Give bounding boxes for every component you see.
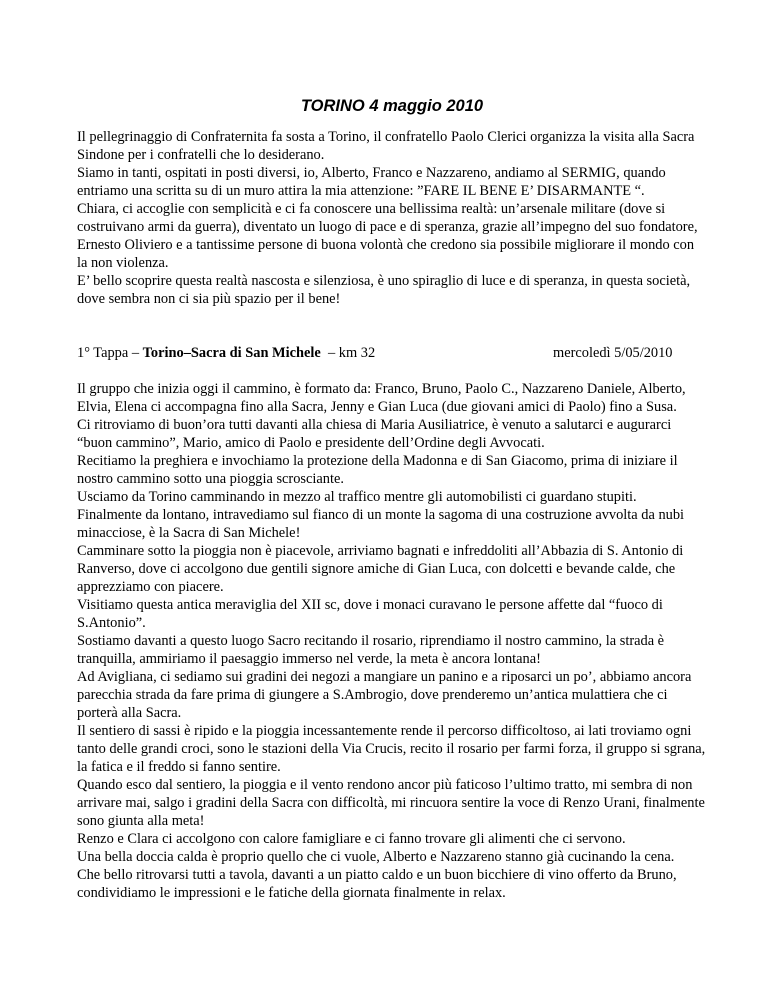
intro-paragraph: E’ bello scoprire questa realtà nascosta e silenziosa, è uno spiraglio di luce e di speranza, in questa società, dove sembra non ci sia più spazio per il bene!	[77, 273, 691, 307]
body-paragraph: Renzo e Clara ci accolgono con calore famigliare e ci fanno trovare gli alimenti che ci servono.	[77, 831, 626, 847]
body-paragraph: Recitiamo la preghiera e invochiamo la protezione della Madonna e di San Giacomo, prima di iniziare il nostro cammino sotto una pioggia scrosciante.	[77, 453, 678, 487]
body-paragraph: Ci ritroviamo di buon’ora tutti davanti alla chiesa di Maria Ausiliatrice, è venuto a salutarci e augurarci “buon cammino”, Mario, amico di Paolo e presidente dell’Ordine degli Avvocati.	[77, 417, 672, 451]
document-title: TORINO 4 maggio 2010	[300, 97, 484, 115]
body-paragraph: Che bello ritrovarsi tutti a tavola, davanti a un piatto caldo e un buon bicchiere di vino offerto da Bruno, condividiamo le impressioni e le fatiche della giornata finalmente in relax.	[77, 867, 677, 901]
stage-date: mercoledì 5/05/2010	[553, 345, 673, 361]
body-paragraph: Il gruppo che inizia oggi il cammino, è formato da: Franco, Bruno, Paolo C., Nazzareno Daniele, Alberto, Elvia, Elena ci accompagna fino alla Sacra, Jenny e Gian Luca (due giovani amici di Paolo) fino a Susa.	[77, 381, 686, 415]
intro-paragraph: Il pellegrinaggio di Confraternita fa sosta a Torino, il confratello Paolo Clerici organizza la visita alla Sacra Sindone per i confratelli che lo desiderano.	[77, 129, 695, 163]
stage-heading	[77, 344, 707, 362]
stage-distance: – km 32	[320, 345, 376, 361]
body-paragraph: Finalmente da lontano, intravediamo sul fianco di un monte la sagoma di una costruzione avvolta da nubi minacciose, è la Sacra di San Michele!	[77, 507, 685, 541]
body-paragraph: Visitiamo questa antica meraviglia del XII sc, dove i monaci curavano le persone affette dal “fuoco di S.Antonio”.	[77, 597, 663, 631]
stage-route: Torino–Sacra di San Michele	[142, 345, 321, 361]
intro-paragraph: Siamo in tanti, ospitati in posti diversi, io, Alberto, Franco e Nazzareno, andiamo al SERMIG, quando entriamo una scritta su di un muro attira la mia attenzione: ”FARE IL BENE E’ DISARMANTE “.	[77, 165, 666, 199]
body-paragraph: Il sentiero di sassi è ripido e la pioggia incessantemente rende il percorso difficoltoso, ai lati troviamo ogni tanto delle grandi croci, sono le stazioni della Via Crucis, recito il rosario per farmi forza, il gruppo si sgrana, la fatica e il freddo si fanno sentire.	[77, 723, 706, 775]
stage-title	[77, 344, 375, 362]
intro-section	[77, 128, 707, 308]
body-paragraph: Sostiamo davanti a questo luogo Sacro recitando il rosario, riprendiamo il nostro cammino, la strada è tranquilla, ammiriamo il paesaggio immerso nel verde, la meta è ancora lontana!	[77, 633, 665, 667]
body-paragraph: Una bella doccia calda è proprio quello che ci vuole, Alberto e Nazzareno stanno già cucinando la cena.	[77, 849, 675, 865]
body-paragraph: Camminare sotto la pioggia non è piacevole, arriviamo bagnati e infreddoliti all’Abbazia di S. Antonio di Ranverso, dove ci accolgono due gentili signore amiche di Gian Luca, con dolcetti e bevande calde, che apprezziamo con piacere.	[77, 543, 684, 595]
body-section	[77, 380, 707, 902]
body-paragraph: Ad Avigliana, ci sediamo sui gradini dei negozi a mangiare un panino e a riposarci un po’, abbiamo ancora parecchia strada da fare prima di giungere a S.Ambrogio, dove prenderemo un’antica mulattiera che ci porterà alla Sacra.	[77, 669, 692, 721]
body-paragraph: Quando esco dal sentiero, la pioggia e il vento rendono ancor più faticoso l’ultimo tratto, mi sembra di non arrivare mai, salgo i gradini della Sacra con difficoltà, mi rincuora sentire la voce di Renzo Urani, finalmente sono giunta alla meta!	[77, 777, 705, 829]
intro-paragraph: Chiara, ci accoglie con semplicità e ci fa conoscere una bellissima realtà: un’arsenale militare (dove si costruivano armi da guerra), diventato un luogo di pace e di speranza, grazie all’impegno del suo fondatore, Ernesto Oliviero e a tantissime persone di buona volontà che credono sia possibile migliorare il mondo con la non violenza.	[77, 201, 698, 271]
stage-prefix: 1° Tappa –	[77, 345, 143, 361]
body-paragraph: Usciamo da Torino camminando in mezzo al traffico mentre gli automobilisti ci guardano stupiti.	[77, 489, 637, 505]
